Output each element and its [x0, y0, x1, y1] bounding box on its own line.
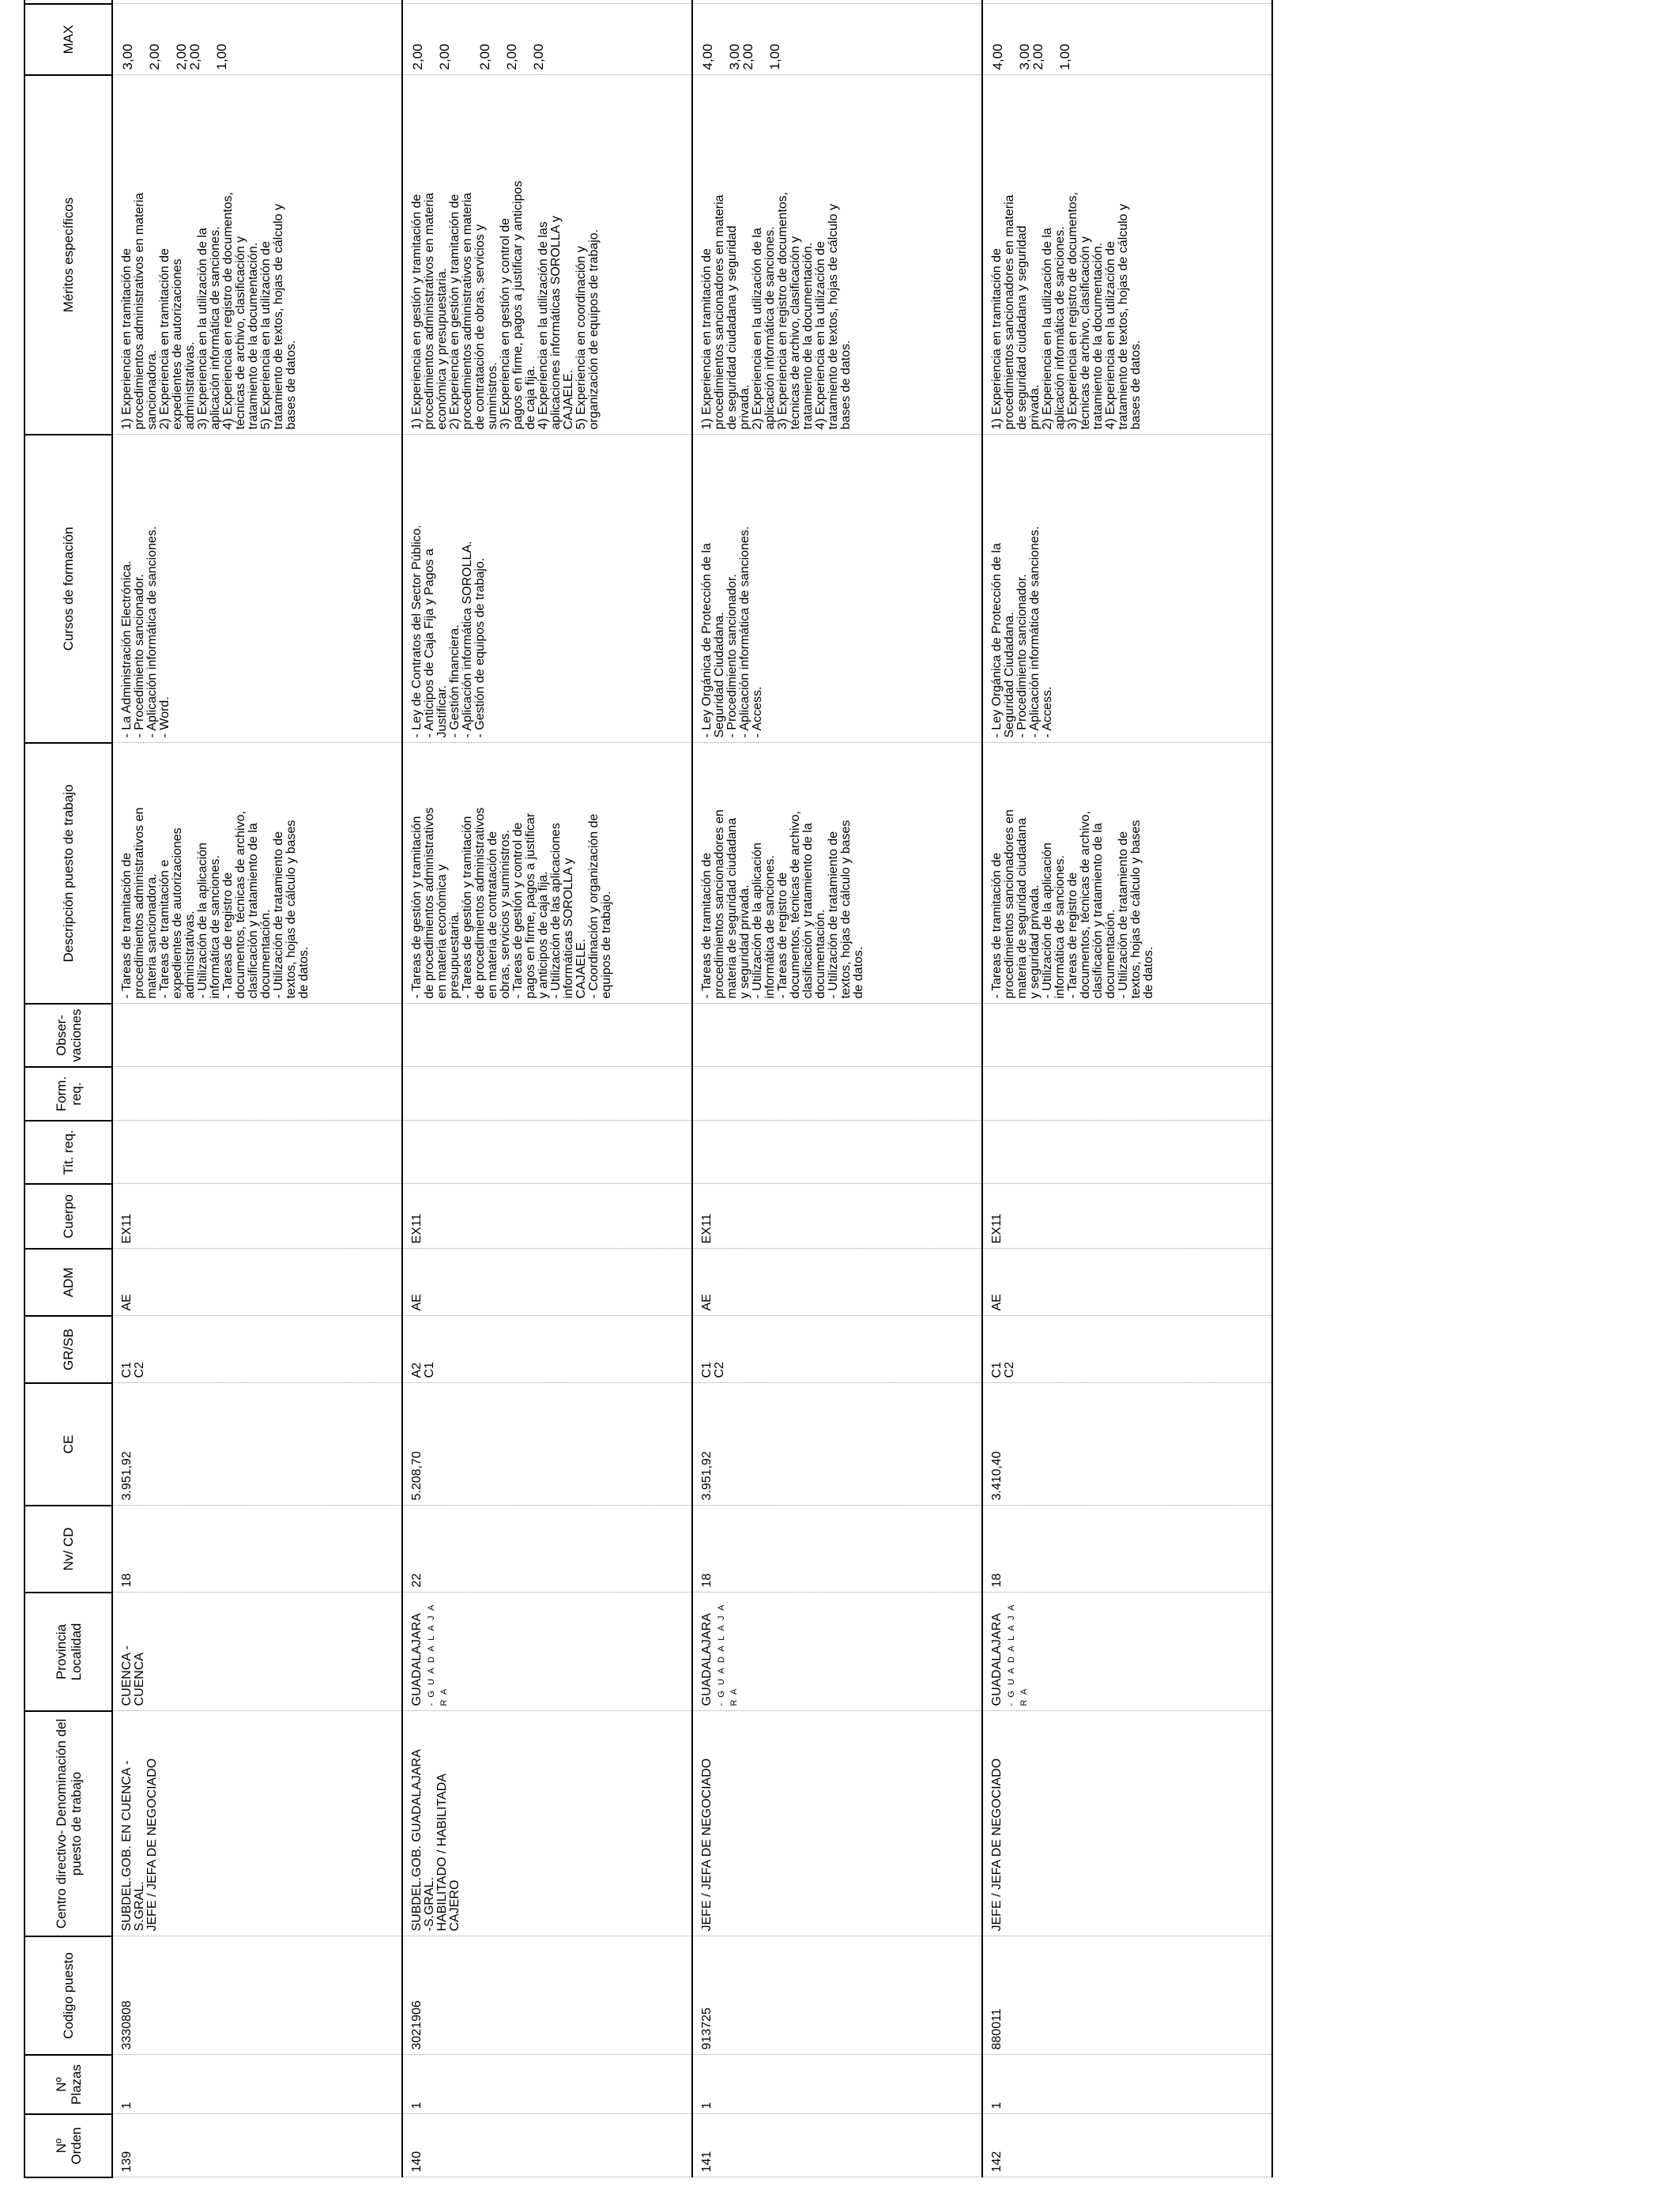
cell-meritos: 1) Experiencia en tramitación de procedimientos administrativos en materia sancionadora. 2) Experiencia en tramitación de expedientes de autorizaciones administrativas. 3) Experiencia en la utilización de la aplicación informática de sanciones. 4) Experiencia en registro de documentos, técnicas de archivo, clasificación y tratamiento de la documentación. 5) Experiencia en la utilización de tratamiento de textos, hojas de cálculo y bases de datos. — [112, 75, 402, 435]
provincia-text: GUADALAJARA — [410, 1613, 424, 1706]
cell-nivel: 18 — [692, 1506, 982, 1593]
cell-ce: 3.410,40 — [982, 1383, 1272, 1506]
cell-me — [402, 0, 692, 4]
header-orden: Nº Orden — [24, 2114, 112, 2177]
header-ce: CE — [24, 1383, 112, 1506]
cell-plazas: 1 — [112, 2055, 402, 2114]
header-cuerpo: Cuerpo — [24, 1184, 112, 1249]
cell-ce: 5.208,70 — [402, 1383, 692, 1506]
cell-orden: 139 — [112, 2114, 402, 2177]
cell-grsb: C1 C2 — [982, 1316, 1272, 1383]
cell-me — [982, 0, 1272, 4]
cell-cuerpo: EX11 — [982, 1184, 1272, 1249]
cell-plazas: 1 — [692, 2055, 982, 2114]
cell-me — [692, 0, 982, 4]
cell-max: 4,00 3,00 2,00 1,00 — [982, 4, 1272, 75]
cell-tit — [982, 1121, 1272, 1184]
cell-desc: - Tareas de gestión y tramitación de procedimientos administrativos en materia económica y presupuestaria. - Tareas de gestión y tramitación de procedimientos administrativos en materia de contratación de obras, servicios y suministros. - Tareas de gestión y control de pagos en firme, pagos a justificar y anticipos de caja fija. - Utilización de las aplicaciones informáticas SOROLLA y CAJAELE. - Coordinación y organización de equipos de trabajo. — [402, 743, 692, 1004]
cell-codigo: 3330808 — [112, 1936, 402, 2055]
cell-cursos: - Ley Orgánica de Protección de la Seguridad Ciudadana. - Procedimiento sancionador. - Aplicación informática de sanciones. - Access. — [982, 435, 1272, 743]
cell-obs — [692, 1004, 982, 1067]
provincia-text: GUADALAJARA — [990, 1613, 1004, 1706]
localidad-text: - G U A D A L A J A R A — [1007, 1604, 1029, 1706]
cell-meritos: 1) Experiencia en tramitación de procedimientos sancionadores en materia de seguridad ciudadana y seguridad privada. 2) Experiencia en la utilización de la aplicación informática de sanciones. 3) Experiencia en registro de documentos, técnicas de archivo, clasificación y tratamiento de la documentación. 4) Experiencia en la utilización de tratamiento de textos, hojas de cálculo y bases de datos. — [692, 75, 982, 435]
localidad-text: - G U A D A L A J A R A — [717, 1604, 739, 1706]
cell-adm: AE — [692, 1249, 982, 1316]
cell-cursos: - Ley Orgánica de Protección de la Seguridad Ciudadana. - Procedimiento sancionador. - Aplicación informática de sanciones. - Access. — [692, 435, 982, 743]
cell-centro: JEFE / JEFA DE NEGOCIADO — [982, 1711, 1272, 1936]
header-desc: Descripción puesto de trabajo — [24, 743, 112, 1004]
cell-meritos: 1) Experiencia en tramitación de procedimientos sancionadores en materia de seguridad ciudadana y seguridad privada. 2) Experiencia en la utilización de la aplicación informática de sanciones. 3) Experiencia en registro de documentos, técnicas de archivo, clasificación y tratamiento de la documentación. 4) Experiencia en la utilización de tratamiento de textos, hojas de cálculo y bases de datos. — [982, 75, 1272, 435]
cell-provincia — [692, 1593, 982, 1711]
cell-orden: 142 — [982, 2114, 1272, 2177]
cell-cuerpo: EX11 — [112, 1184, 402, 1249]
cell-tit — [692, 1121, 982, 1184]
cell-adm: AE — [112, 1249, 402, 1316]
header-codigo: Codigo puesto — [24, 1936, 112, 2055]
cell-provincia — [112, 1593, 402, 1711]
job-positions-table — [24, 0, 1273, 2178]
cell-cuerpo: EX11 — [692, 1184, 982, 1249]
cell-obs — [112, 1004, 402, 1067]
header-plazas: Nº Plazas — [24, 2055, 112, 2114]
cell-desc: - Tareas de tramitación de procedimientos sancionadores en materia de seguridad ciudadana y seguridad privada. - Utilización de la aplicación informática de sanciones. - Tareas de registro de documentos, técnicas de archivo, clasificación y tratamiento de la documentación. - Utilización de tratamiento de textos, hojas de cálculo y bases de datos. — [982, 743, 1272, 1004]
table-row — [112, 0, 402, 2177]
localidad-text: - G U A D A L A J A R A — [427, 1604, 449, 1706]
cell-form — [112, 1067, 402, 1121]
cell-codigo: 880011 — [982, 1936, 1272, 2055]
header-grsb: GR/SB — [24, 1316, 112, 1383]
header-meritos: Méritos específicos — [24, 75, 112, 435]
cell-form — [692, 1067, 982, 1121]
cell-cursos: - Ley de Contratos del Sector Público. - Anticipos de Caja Fija y Pagos a Justificar. - Gestión financiera. - Aplicación informática SOROLLA. - Gestión de equipos de trabajo. — [402, 435, 692, 743]
cell-desc: - Tareas de tramitación de procedimientos sancionadores en materia de seguridad ciudadana y seguridad privada. - Utilización de la aplicación informática de sanciones. - Tareas de registro de documentos, técnicas de archivo, clasificación y tratamiento de la documentación. - Utilización de tratamiento de textos, hojas de cálculo y bases de datos. — [692, 743, 982, 1004]
cell-cursos: - La Administración Electrónica. - Procedimiento sancionador. - Aplicación informática de sanciones. - Word. — [112, 435, 402, 743]
header-nivel: Nv/ CD — [24, 1506, 112, 1593]
provincia-text: CUENCA - CUENCA — [120, 1646, 146, 1706]
header-max: MAX — [24, 4, 112, 75]
cell-provincia — [982, 1593, 1272, 1711]
table-row — [692, 0, 982, 2177]
header-provincia: Provincia Localidad — [24, 1593, 112, 1711]
table-row — [402, 0, 692, 2177]
cell-orden: 140 — [402, 2114, 692, 2177]
header-adm: ADM — [24, 1249, 112, 1316]
cell-grsb: A2 C1 — [402, 1316, 692, 1383]
cell-tit — [112, 1121, 402, 1184]
cell-provincia — [402, 1593, 692, 1711]
cell-ce: 3.951,92 — [112, 1383, 402, 1506]
cell-centro: SUBDEL.GOB. EN CUENCA - S.GRAL. JEFE / JEFA DE NEGOCIADO — [112, 1711, 402, 1936]
cell-grsb: C1 C2 — [692, 1316, 982, 1383]
cell-plazas: 1 — [402, 2055, 692, 2114]
cell-meritos: 1) Experiencia en gestión y tramitación de procedimientos administrativos en materia económica y presupuestaria. 2) Experiencia en gestión y tramitación de procedimientos administrativos en materia de contratación de obras, servicios y suministros. 3) Experiencia en gestión y control de pagos en firme, pagos a justificar y anticipos de caja fija. 4) Experiencia en la utilización de las aplicaciones informáticas SOROLLA y CAJAELE. 5) Experiencia en coordinación y organización de equipos de trabajo. — [402, 75, 692, 435]
cell-desc: - Tareas de tramitación de procedimientos administrativos en materia sancionadora. - Tareas de tramitación e expedientes de autorizaciones administrativas. - Utilización de la aplicación informática de sanciones. - Tareas de registro de documentos, técnicas de archivo, clasificación y tratamiento de la documentación. - Utilización de tratamiento de textos, hojas de cálculo y bases de datos. — [112, 743, 402, 1004]
header-me — [24, 0, 112, 4]
cell-obs — [982, 1004, 1272, 1067]
cell-nivel: 22 — [402, 1506, 692, 1593]
cell-orden: 141 — [692, 2114, 982, 2177]
header-obs: Obser- vaciones — [24, 1004, 112, 1067]
cell-centro: SUBDEL.GOB. GUADALAJARA -S.GRAL. HABILITADO / HABILITADA CAJERO — [402, 1711, 692, 1936]
cell-ce: 3.951,92 — [692, 1383, 982, 1506]
provincia-text: GUADALAJARA — [700, 1613, 714, 1706]
table-row — [982, 0, 1272, 2177]
header-cursos: Cursos de formación — [24, 435, 112, 743]
cell-obs — [402, 1004, 692, 1067]
header-centro: Centro directivo- Denominación del puesto de trabajo — [24, 1711, 112, 1936]
cell-me — [112, 0, 402, 4]
cell-form — [982, 1067, 1272, 1121]
cell-codigo: 3021906 — [402, 1936, 692, 2055]
header-form: Form. req. — [24, 1067, 112, 1121]
cell-centro: JEFE / JEFA DE NEGOCIADO — [692, 1711, 982, 1936]
cell-nivel: 18 — [982, 1506, 1272, 1593]
cell-adm: AE — [982, 1249, 1272, 1316]
cell-plazas: 1 — [982, 2055, 1272, 2114]
cell-adm: AE — [402, 1249, 692, 1316]
header-row — [24, 0, 112, 2177]
cell-cuerpo: EX11 — [402, 1184, 692, 1249]
cell-form — [402, 1067, 692, 1121]
cell-nivel: 18 — [112, 1506, 402, 1593]
cell-tit — [402, 1121, 692, 1184]
cell-max: 3,00 2,00 2,00 2,00 1,00 — [112, 4, 402, 75]
header-tit: Tit. req. — [24, 1121, 112, 1184]
cell-max: 2,00 2,00 2,00 2,00 2,00 — [402, 4, 692, 75]
cell-grsb: C1 C2 — [112, 1316, 402, 1383]
cell-codigo: 913725 — [692, 1936, 982, 2055]
cell-max: 4,00 3,00 2,00 1,00 — [692, 4, 982, 75]
